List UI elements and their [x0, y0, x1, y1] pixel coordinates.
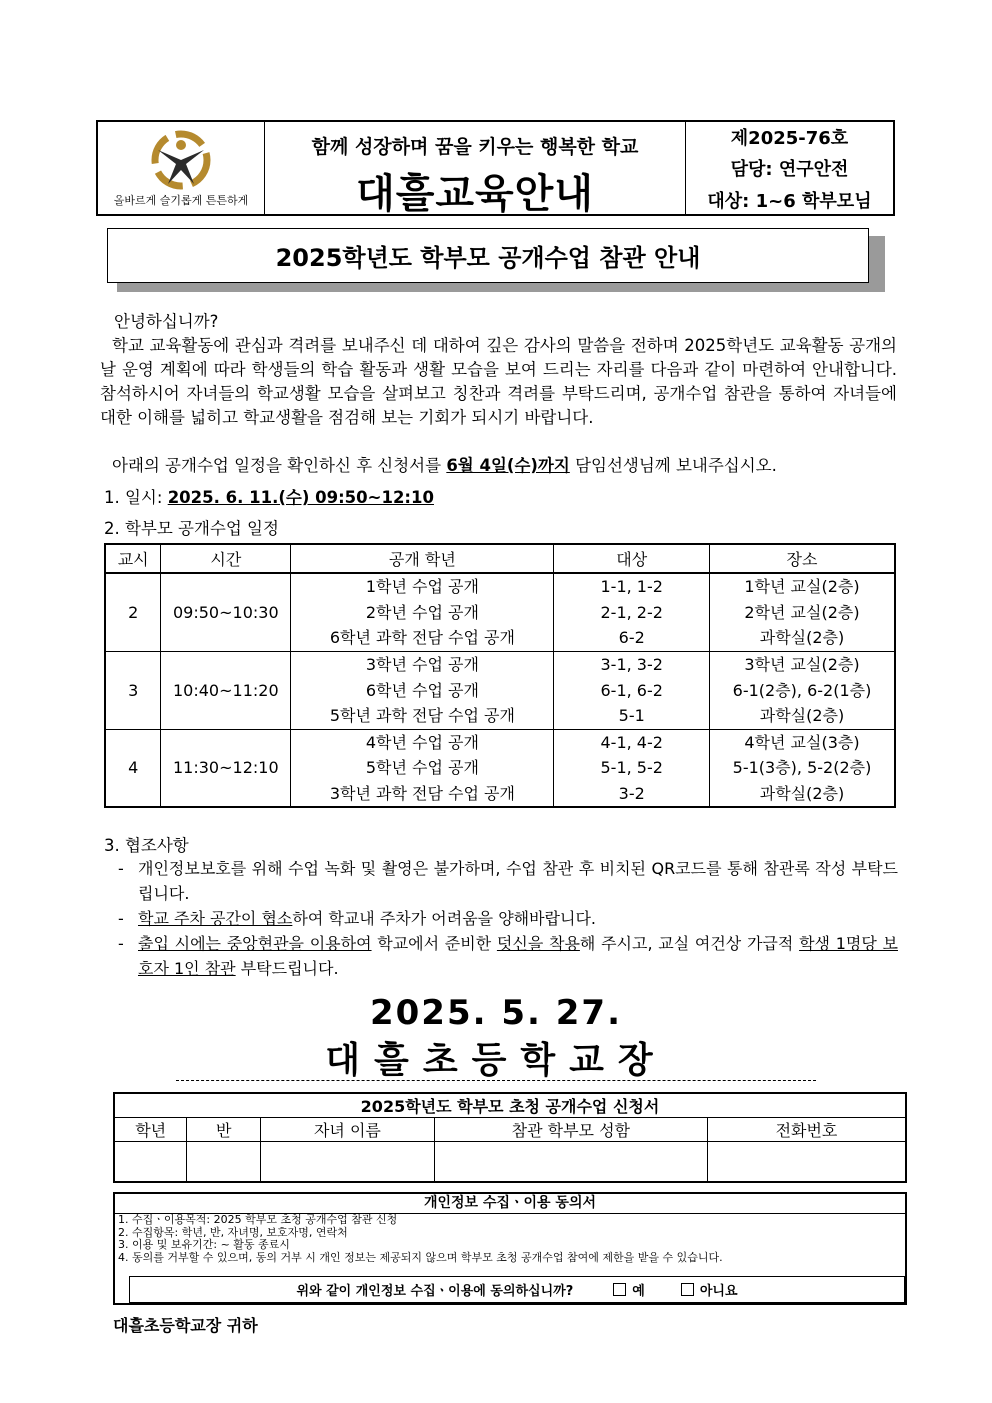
- header-place: 장소: [709, 544, 895, 573]
- logo-cell: [98, 122, 265, 214]
- time-cell: 09:50~10:30: [161, 573, 291, 651]
- grade-cell: 3학년 수업 공개: [291, 651, 554, 677]
- place-cell: 과학실(2층): [709, 625, 895, 651]
- header-parent-name: 참관 학부모 성함: [434, 1118, 707, 1142]
- doc-number: 제2025-76호: [730, 128, 849, 149]
- issue-date: 2025. 5. 27.: [369, 993, 623, 1033]
- header-class: 반: [187, 1118, 261, 1142]
- application-title: 2025학년도 학부모 초청 공개수업 신청서: [114, 1093, 906, 1118]
- cut-line: [176, 1080, 816, 1081]
- place-cell: 6-1(2층), 6-2(1층): [709, 677, 895, 703]
- bullet-dash: -: [118, 859, 124, 878]
- target-cell: 6-2: [554, 625, 710, 651]
- period-cell: 2: [105, 573, 161, 651]
- addressee: 대흘초등학교장 귀하: [113, 1316, 258, 1335]
- period-cell: 3: [105, 651, 161, 729]
- target-cell: 3-2: [554, 781, 710, 808]
- entry-text-3: 부탁드립니다.: [235, 959, 339, 978]
- cooperation-item-entry: [118, 931, 898, 981]
- doc-manager: 담당: 연구안전: [730, 159, 849, 180]
- school-logo-icon: [146, 130, 216, 192]
- consent-title: 개인정보 수집ㆍ이용 동의서: [115, 1194, 905, 1214]
- grade-cell: 2학년 수업 공개: [291, 600, 554, 626]
- table-header-row: [105, 544, 895, 573]
- cooperation-item-privacy: [118, 856, 898, 906]
- section-date-label: 1. 일시:: [104, 488, 163, 507]
- target-cell: 2-1, 2-2: [554, 600, 710, 626]
- grade-cell: 1학년 수업 공개: [291, 573, 554, 600]
- cooperation-item-parking: [118, 906, 898, 931]
- logo-motto: 올바르게 슬기롭게 튼튼하게: [113, 194, 249, 207]
- consent-no-label: 아니요: [699, 1284, 738, 1299]
- parent-name-field[interactable]: [434, 1142, 707, 1182]
- guardian-emphasis: 학생 1명당 보호자 1인 참관: [138, 934, 898, 978]
- place-cell: 과학실(2층): [709, 703, 895, 729]
- consent-line: 1. 수집ㆍ이용목적: 2025 학부모 초청 공개수업 참관 신청: [118, 1213, 398, 1226]
- cooperation-item-text: 개인정보보호를 위해 수업 녹화 및 촬영은 불가하며, 수업 참관 후 비치된 QR코드를 통해 참관록 작성 부탁드립니다.: [138, 859, 898, 903]
- consent-question-row: [129, 1276, 905, 1303]
- section-date-value: 2025. 6. 11.(수) 09:50~12:10: [167, 488, 434, 507]
- time-cell: 11:30~12:10: [161, 729, 291, 807]
- grade-cell: 5학년 과학 전담 수업 공개: [291, 703, 554, 729]
- target-cell: 3-1, 3-2: [554, 651, 710, 677]
- class-field[interactable]: [187, 1142, 261, 1182]
- application-input-row: [114, 1142, 906, 1182]
- consent-no-checkbox[interactable]: [681, 1283, 694, 1296]
- parking-emphasis: 학교 주차 공간이 협소: [138, 909, 293, 928]
- entry-text-2: 해 주시고, 교실 여건상 가급적: [579, 934, 800, 953]
- target-cell: 5-1: [554, 703, 710, 729]
- bullet-dash: -: [118, 909, 124, 928]
- target-cell: 5-1, 5-2: [554, 755, 710, 781]
- schedule-table: [104, 543, 896, 808]
- header-grade: 공개 학년: [291, 544, 554, 573]
- consent-line: 3. 이용 및 보유기간: ~ 활동 종료시: [118, 1238, 290, 1251]
- entry-emphasis: 출입 시에는 중앙현관을 이용하여: [138, 934, 372, 953]
- letterhead: [96, 120, 895, 216]
- section-schedule-label: 2. 학부모 공개수업 일정: [104, 519, 279, 538]
- application-header-row: [114, 1118, 906, 1142]
- target-cell: 4-1, 4-2: [554, 729, 710, 755]
- newsletter-title: 대흘교육안내: [356, 171, 594, 217]
- place-cell: 1학년 교실(2층): [709, 573, 895, 600]
- place-cell: 2학년 교실(2층): [709, 600, 895, 626]
- cooperation-item-text: [118, 906, 898, 931]
- consent-question: 위와 같이 개인정보 수집ㆍ이용에 동의하십니까?: [296, 1284, 574, 1299]
- cooperation-item-text: [118, 931, 898, 981]
- greeting: 안녕하십니까?: [114, 312, 219, 331]
- header-time: 시간: [161, 544, 291, 573]
- deadline-prefix: 아래의 공개수업 일정을 확인하신 후 신청서를: [112, 456, 442, 475]
- grade-cell: 6학년 과학 전담 수업 공개: [291, 625, 554, 651]
- privacy-consent-box: [113, 1192, 907, 1305]
- grade-cell: 3학년 과학 전담 수업 공개: [291, 781, 554, 808]
- target-cell: 1-1, 1-2: [554, 573, 710, 600]
- section-date: [104, 484, 434, 508]
- place-cell: 5-1(3층), 5-2(2층): [709, 755, 895, 781]
- school-slogan: 함께 성장하며 꿈을 키우는 행복한 학교: [311, 136, 639, 158]
- table-row: [105, 573, 895, 600]
- place-cell: 3학년 교실(2층): [709, 651, 895, 677]
- application-form: [113, 1092, 907, 1183]
- time-cell: 10:40~11:20: [161, 651, 291, 729]
- grade-cell: 5학년 수업 공개: [291, 755, 554, 781]
- consent-yes-checkbox[interactable]: [613, 1283, 626, 1296]
- grade-field[interactable]: [114, 1142, 187, 1182]
- entry-text-1: 학교에서 준비한: [371, 934, 497, 953]
- header-grade: 학년: [114, 1118, 187, 1142]
- deadline-date: 6월 4일(수)까지: [446, 456, 570, 475]
- section-cooperation-label: 3. 협조사항: [104, 836, 189, 855]
- period-cell: 4: [105, 729, 161, 807]
- consent-line: 4. 동의를 거부할 수 있으며, 동의 거부 시 개인 정보는 제공되지 않으며 학부모 초청 공개수업 참여에 제한을 받을 수 있습니다.: [118, 1250, 723, 1264]
- header-target: 대상: [554, 544, 710, 573]
- table-row: [105, 729, 895, 755]
- consent-line: 2. 수집항목: 학년, 반, 자녀명, 보호자명, 연락처: [118, 1225, 348, 1239]
- deadline-line: [112, 454, 909, 478]
- doc-target: 대상: 1~6 학부모님: [707, 191, 872, 212]
- target-cell: 6-1, 6-2: [554, 677, 710, 703]
- child-name-field[interactable]: [261, 1142, 435, 1182]
- intro-paragraph: 학교 교육활동에 관심과 격려를 보내주신 데 대하여 깊은 감사의 말씀을 전하며 2025학년도 교육활동 공개의 날 운영 계획에 따라 학생들의 학습 활동과 생활 모습을 보여 드리는 자리를 다음과 같이 마련하여 안내합니다. 참석하시어 자녀들의 학교생활 모습을 살펴보고 칭찬과 격려를 부탁드리며, 공개수업 참관을 통하여 자녀들에 대한 이해를 넓히고 학교생활을 점검해 보는 기회가 되시기 바랍니다.: [100, 336, 897, 427]
- place-cell: 4학년 교실(3층): [709, 729, 895, 755]
- consent-yes-label: 예: [632, 1284, 645, 1299]
- grade-cell: 4학년 수업 공개: [291, 729, 554, 755]
- header-child-name: 자녀 이름: [261, 1118, 435, 1142]
- grade-cell: 6학년 수업 공개: [291, 677, 554, 703]
- header-phone: 전화번호: [707, 1118, 906, 1142]
- document-title: 2025학년도 학부모 공개수업 참관 안내: [107, 228, 869, 283]
- title-cell: [265, 122, 686, 217]
- header-period: 교시: [105, 544, 161, 573]
- shoes-emphasis: 덧신을 착용: [496, 934, 580, 953]
- bullet-dash: -: [118, 934, 124, 953]
- place-cell: 과학실(2층): [709, 781, 895, 808]
- doc-info-cell: [686, 122, 893, 214]
- parking-rest: 하여 학교내 주차가 어려움을 양해바랍니다.: [292, 909, 597, 928]
- table-row: [105, 651, 895, 677]
- school-principal: 대흘초등학교장: [325, 1040, 667, 1081]
- phone-field[interactable]: [707, 1142, 906, 1182]
- deadline-suffix: 담임선생님께 보내주십시오.: [575, 456, 777, 475]
